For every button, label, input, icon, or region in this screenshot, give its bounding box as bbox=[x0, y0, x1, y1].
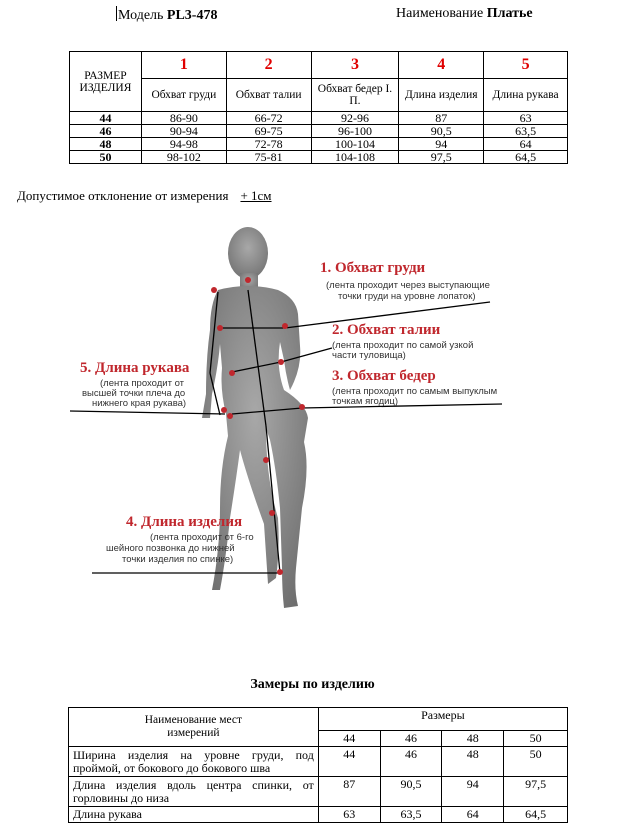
table-row bbox=[69, 747, 568, 777]
value-cell: 63,5 bbox=[484, 125, 568, 138]
value-cell: 63 bbox=[318, 807, 380, 823]
table-row bbox=[70, 112, 568, 125]
sleeve-title: 5. Длина рукава bbox=[80, 360, 190, 376]
value-cell: 104-108 bbox=[311, 151, 399, 164]
size-cell: 44 bbox=[70, 112, 142, 125]
value-cell: 100-104 bbox=[311, 138, 399, 151]
col-num-1: 1 bbox=[141, 52, 226, 79]
sleeve-desc-2: высшей точки плеча до bbox=[82, 388, 186, 399]
col-num-3: 3 bbox=[311, 52, 399, 79]
value-cell: 94-98 bbox=[141, 138, 226, 151]
length-title: 4. Длина изделия bbox=[126, 514, 243, 530]
size-col-header: 50 bbox=[504, 731, 568, 747]
sleeve-desc-1: (лента проходит от bbox=[100, 378, 184, 389]
name-value: Платье bbox=[486, 6, 533, 21]
value-cell: 90-94 bbox=[141, 125, 226, 138]
value-cell: 48 bbox=[442, 747, 504, 777]
value-cell: 87 bbox=[318, 777, 380, 807]
value-cell: 86-90 bbox=[141, 112, 226, 125]
value-cell: 94 bbox=[442, 777, 504, 807]
place-name: Длина рукава bbox=[69, 807, 319, 823]
value-cell: 63,5 bbox=[380, 807, 442, 823]
value-cell: 66-72 bbox=[226, 112, 311, 125]
col-label-chest: Обхват груди bbox=[141, 79, 226, 112]
measurement-diagram bbox=[70, 218, 520, 618]
model-header bbox=[116, 6, 217, 24]
size-cell: 46 bbox=[70, 125, 142, 138]
place-name: Длина изделия вдоль центра спинки, от горловины до низа bbox=[69, 777, 319, 807]
value-cell: 50 bbox=[504, 747, 568, 777]
col-num-4: 4 bbox=[399, 52, 484, 79]
value-cell: 44 bbox=[318, 747, 380, 777]
length-desc-3: точки изделия по спинке) bbox=[122, 554, 234, 565]
product-table-title: Замеры по изделию bbox=[250, 677, 375, 692]
value-cell: 90,5 bbox=[380, 777, 442, 807]
sizes-header: Размеры bbox=[318, 708, 567, 731]
waist-title: 2. Обхват талии bbox=[332, 322, 441, 338]
place-header: Наименование мест измерений bbox=[69, 708, 319, 747]
text-cursor bbox=[116, 6, 117, 21]
tolerance-label: Допустимое отклонение от измерения bbox=[17, 188, 229, 203]
value-cell: 98-102 bbox=[141, 151, 226, 164]
hips-title: 3. Обхват бедер bbox=[332, 368, 436, 384]
length-desc-1: (лента проходит от 6-го bbox=[150, 532, 254, 543]
value-cell: 64,5 bbox=[504, 807, 568, 823]
col-num-2: 2 bbox=[226, 52, 311, 79]
chest-title: 1. Обхват груди bbox=[320, 260, 426, 276]
value-cell: 97,5 bbox=[399, 151, 484, 164]
size-cell: 50 bbox=[70, 151, 142, 164]
size-chart-table bbox=[69, 51, 568, 164]
table-row bbox=[70, 151, 568, 164]
col-label-hips: Обхват бедер І. П. bbox=[311, 79, 399, 112]
size-col-header: 48 bbox=[442, 731, 504, 747]
value-cell: 69-75 bbox=[226, 125, 311, 138]
value-cell: 46 bbox=[380, 747, 442, 777]
value-cell: 72-78 bbox=[226, 138, 311, 151]
sleeve-desc-3: нижнего края рукава) bbox=[92, 398, 187, 409]
value-cell: 97,5 bbox=[504, 777, 568, 807]
size-col-header: 44 bbox=[318, 731, 380, 747]
waist-desc-2: части туловища) bbox=[332, 350, 406, 361]
table-row bbox=[69, 777, 568, 807]
value-cell: 64 bbox=[442, 807, 504, 823]
waist-desc-1: (лента проходит по самой узкой bbox=[332, 340, 474, 351]
col-label-length: Длина изделия bbox=[399, 79, 484, 112]
col-num-5: 5 bbox=[484, 52, 568, 79]
hips-desc-2: точкам ягодиц) bbox=[332, 396, 399, 407]
size-cell: 48 bbox=[70, 138, 142, 151]
hips-desc-1: (лента проходит по самым выпуклым bbox=[332, 386, 498, 397]
value-cell: 92-96 bbox=[311, 112, 399, 125]
tolerance-value: + 1см bbox=[240, 188, 272, 203]
tolerance-note bbox=[17, 188, 272, 204]
size-header: РАЗМЕР ИЗДЕЛИЯ bbox=[70, 52, 142, 112]
value-cell: 64,5 bbox=[484, 151, 568, 164]
table-row bbox=[70, 138, 568, 151]
name-label: Наименование bbox=[396, 6, 484, 21]
place-name: Ширина изделия на уровне груди, под проймой, от бокового до бокового шва bbox=[69, 747, 319, 777]
size-col-header: 46 bbox=[380, 731, 442, 747]
value-cell: 94 bbox=[399, 138, 484, 151]
model-value: PL3-478 bbox=[166, 8, 218, 23]
chest-desc-2: точки груди на уровне лопаток) bbox=[338, 291, 476, 302]
model-label: Модель bbox=[118, 8, 164, 23]
col-label-waist: Обхват талии bbox=[226, 79, 311, 112]
product-name-header bbox=[396, 6, 533, 22]
value-cell: 90,5 bbox=[399, 125, 484, 138]
chest-desc-1: (лента проходит через выступающие bbox=[326, 280, 490, 291]
value-cell: 96-100 bbox=[311, 125, 399, 138]
value-cell: 63 bbox=[484, 112, 568, 125]
length-desc-2: шейного позвонка до нижней bbox=[106, 543, 235, 554]
value-cell: 87 bbox=[399, 112, 484, 125]
product-measurements-table bbox=[68, 707, 568, 823]
value-cell: 64 bbox=[484, 138, 568, 151]
table-row bbox=[70, 125, 568, 138]
value-cell: 75-81 bbox=[226, 151, 311, 164]
table-row bbox=[69, 807, 568, 823]
col-label-sleeve: Длина рукава bbox=[484, 79, 568, 112]
